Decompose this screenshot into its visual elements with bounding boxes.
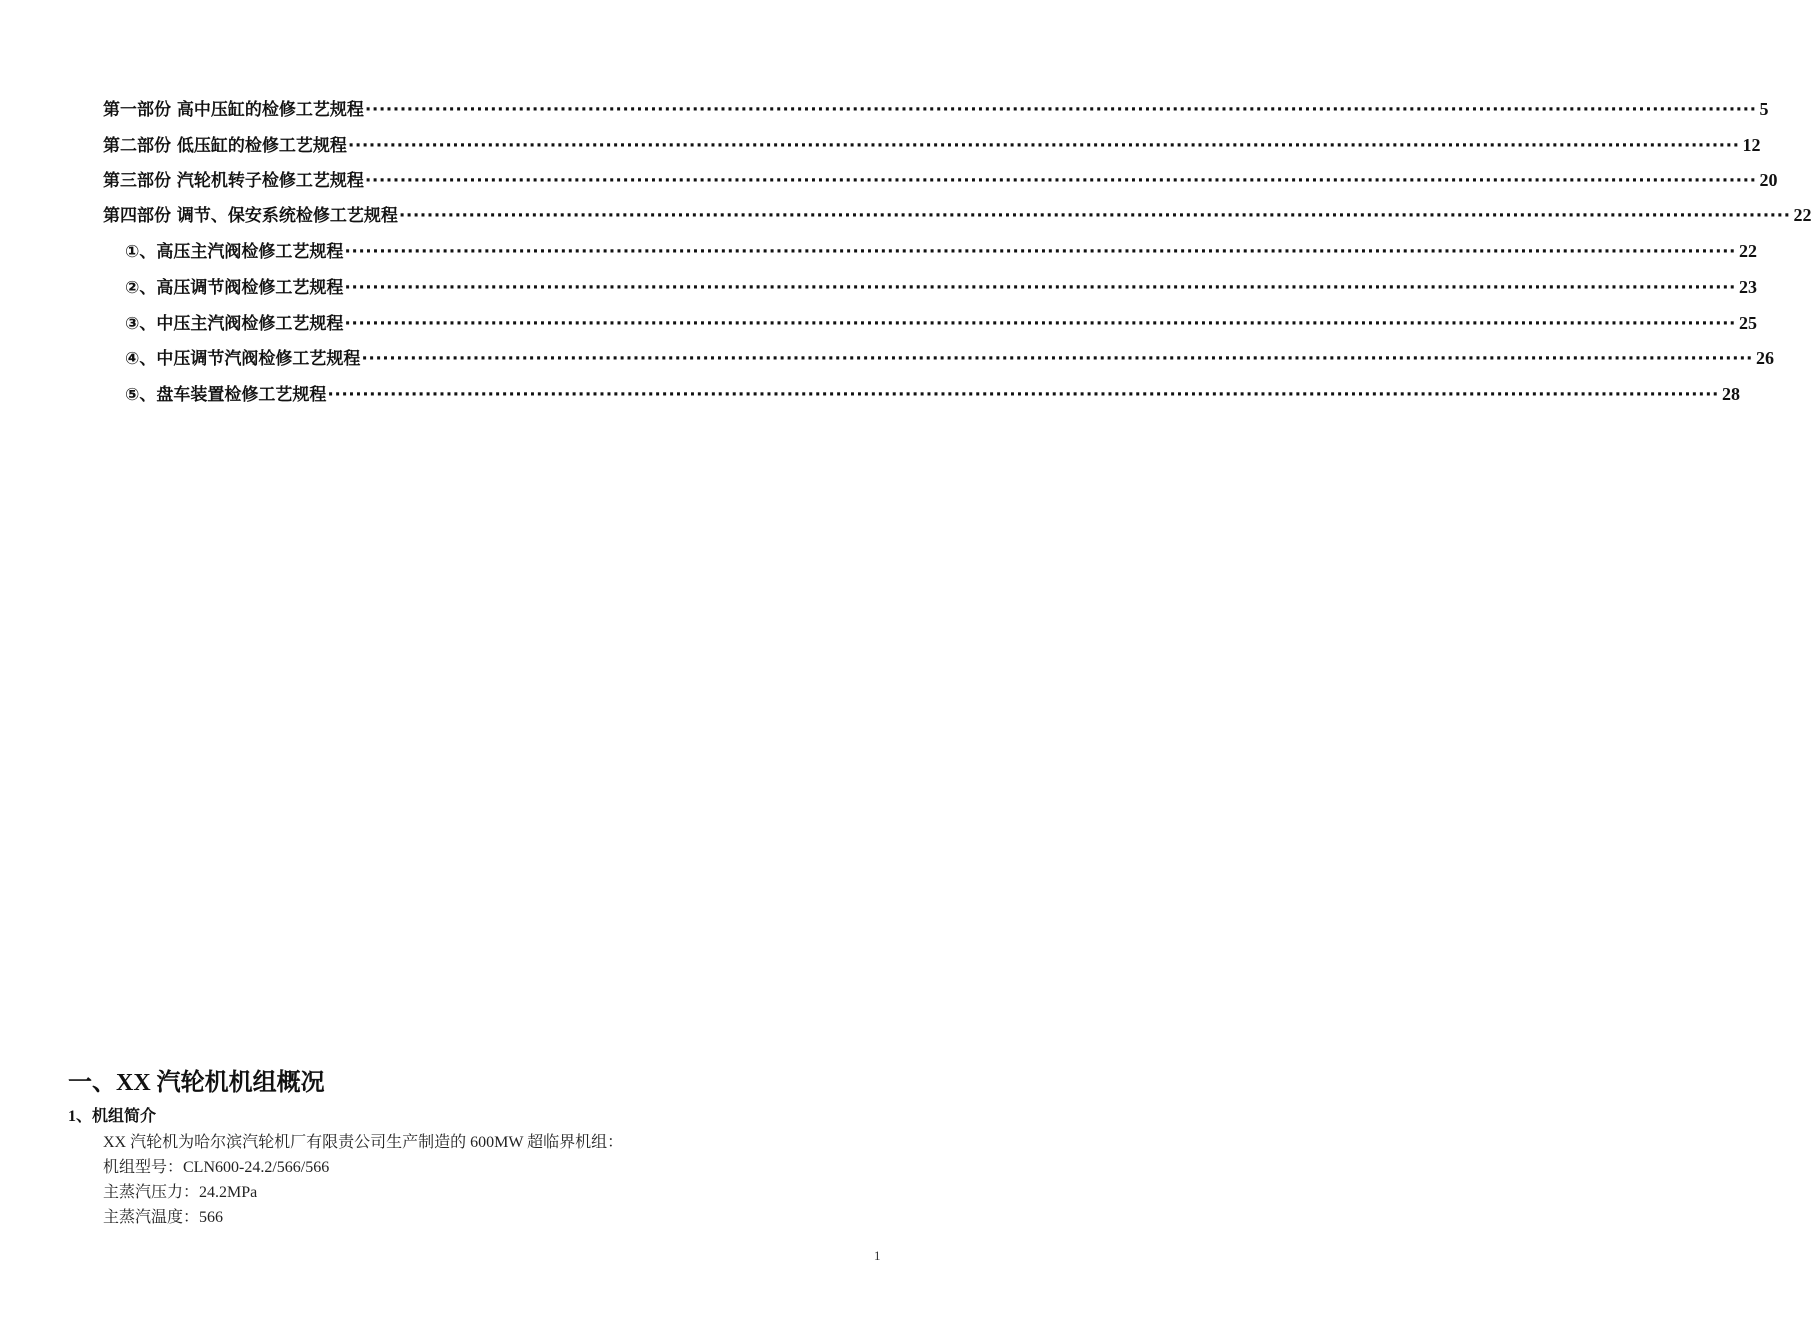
body-text-line: 主蒸汽温度：566 [103, 1209, 224, 1226]
toc-entry-page: 25 [1739, 313, 1758, 333]
toc-entry-title: 第三部份 汽轮机转子检修工艺规程 [103, 171, 364, 191]
toc-leader: ········································································································································································································ [361, 349, 1754, 369]
toc-entry-page: 22 [1739, 241, 1758, 261]
toc-subentry-number: ④、 [125, 349, 157, 369]
toc-leader: ········································································································································································································ [327, 385, 1720, 405]
toc-entry-title: 中压主汽阀检修工艺规程 [156, 314, 344, 334]
toc-entry-page: 22 [1793, 205, 1812, 225]
toc-subentry-number: ①、 [125, 242, 157, 262]
toc-subentry-number: ②、 [125, 278, 157, 298]
toc-entry-title: 中压调节汽阀检修工艺规程 [156, 349, 361, 369]
toc-leader: ········································································································································································································ [344, 242, 1737, 262]
toc-leader: ········································································································································································································ [364, 171, 1757, 191]
toc-leader: ········································································································································································································ [344, 278, 1737, 298]
toc-entry[interactable] [103, 203, 1812, 228]
body-text-line: XX 汽轮机为哈尔滨汽轮机厂有限责公司生产制造的 600MW 超临界机组： [103, 1134, 624, 1151]
toc-leader: ········································································································································································································ [364, 100, 1757, 120]
body-text-line: 机组型号：CLN600-24.2/566/566 [103, 1159, 330, 1176]
toc-entry[interactable] [103, 168, 1778, 193]
toc-subentry[interactable] [125, 311, 1758, 336]
body-text-line: 主蒸汽压力：24.2MPa [103, 1184, 258, 1201]
toc-entry-title: 高压调节阀检修工艺规程 [156, 278, 344, 298]
toc-entry-page: 5 [1759, 99, 1769, 119]
toc-leader: ········································································································································································································ [398, 206, 1791, 226]
toc-subentry-number: ③、 [125, 314, 157, 334]
toc-leader: ········································································································································································································ [344, 314, 1737, 334]
toc-leader: ········································································································································································································ [347, 136, 1740, 156]
toc-entry-title: 第二部份 低压缸的检修工艺规程 [103, 136, 347, 156]
toc-entry-page: 28 [1722, 384, 1741, 404]
toc-entry[interactable] [103, 97, 1769, 122]
subsection-heading: 1、机组简介 [68, 1108, 157, 1125]
toc-subentry[interactable] [125, 346, 1775, 371]
toc-subentry[interactable] [125, 239, 1758, 264]
toc-subentry-number: ⑤、 [125, 385, 157, 405]
toc-entry-title: 高压主汽阀检修工艺规程 [156, 242, 344, 262]
toc-entry-title: 第一部份 高中压缸的检修工艺规程 [103, 100, 364, 120]
toc-entry-title: 盘车装置检修工艺规程 [156, 385, 327, 405]
toc-entry-page: 26 [1756, 348, 1775, 368]
page-number: 1 [874, 1248, 881, 1263]
toc-entry-page: 20 [1759, 170, 1778, 190]
toc-subentry[interactable] [125, 275, 1758, 300]
toc-entry-page: 23 [1739, 277, 1758, 297]
toc-entry[interactable] [103, 133, 1761, 158]
toc-entry-page: 12 [1742, 135, 1761, 155]
section-heading: 一、XX 汽轮机机组概况 [68, 1070, 325, 1096]
toc-entry-title: 第四部份 调节、保安系统检修工艺规程 [103, 206, 398, 226]
toc-subentry[interactable] [125, 382, 1741, 407]
